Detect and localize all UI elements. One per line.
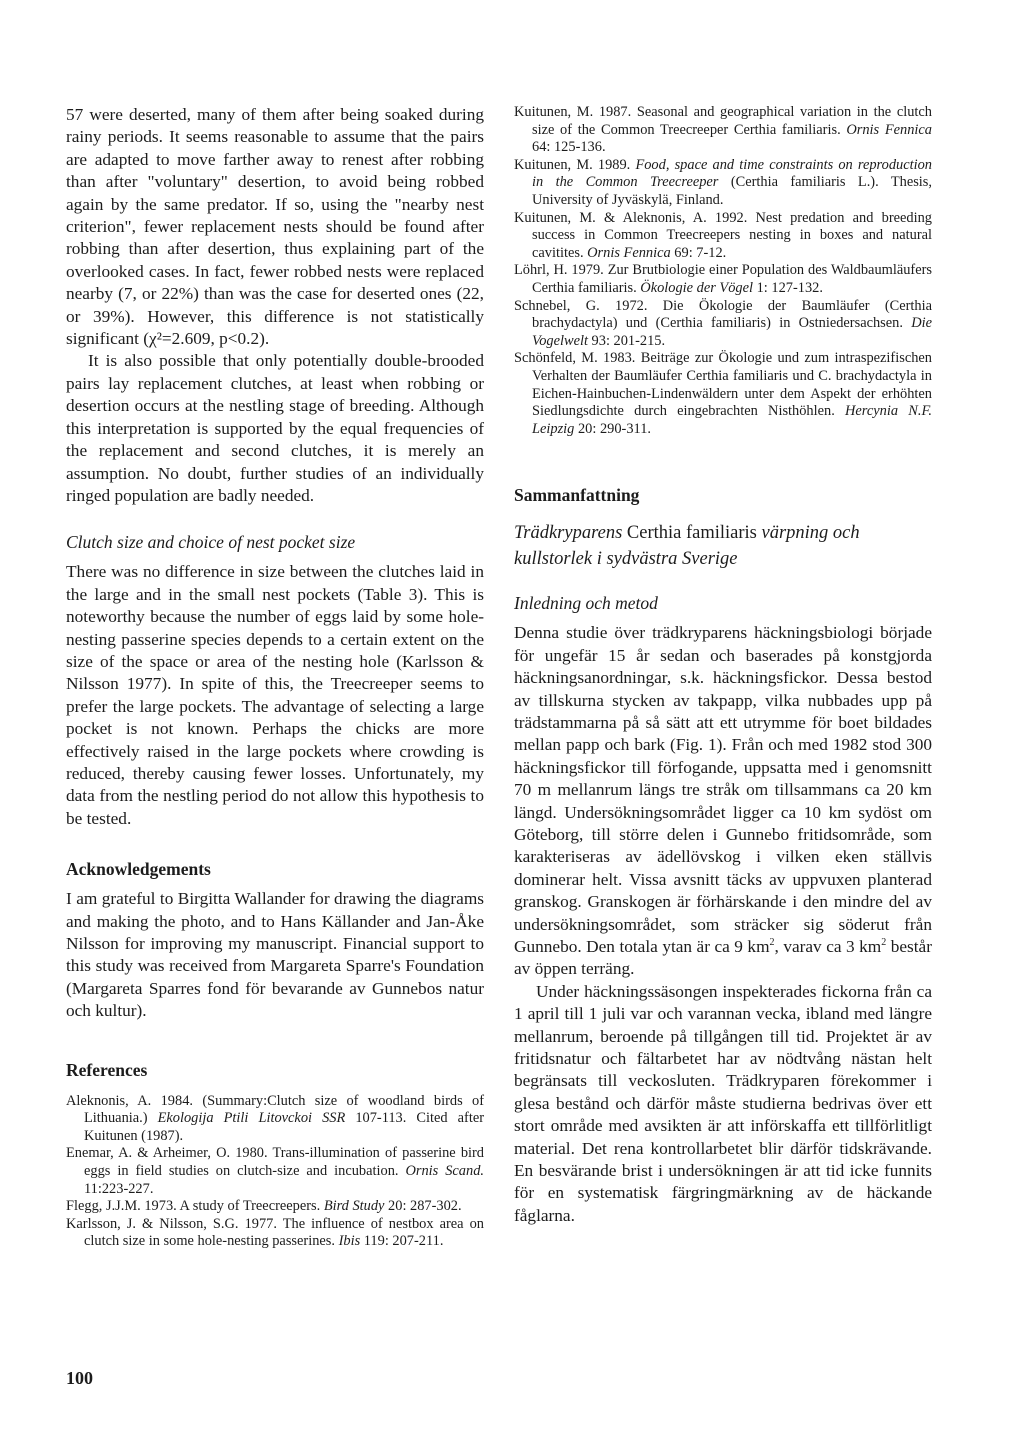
reference-item: Karlsson, J. & Nilsson, S.G. 1977. The influence of nestbox area on clutch size in some hole-nesting passerines. Ibis 119: 207-211. xyxy=(66,1215,484,1250)
reference-list-continued xyxy=(514,104,932,438)
section-heading-clutch: Clutch size and choice of nest pocket size xyxy=(66,532,356,553)
section-heading-acknowledgements: Acknowledgements xyxy=(66,859,211,880)
left-column xyxy=(66,104,484,1251)
paragraph: Under häckningssäsongen inspekterades fickorna från ca 1 april till 1 juli var och varannan vecka, ibland med längre mellanrum, beroende på tillgången till tid. Projektet är av fritidsnatur och fältarbetet har av nödtvång nästan helt begränsats till veckosluten. Trädkryparen förekommer i glesa bestånd och därför måste studierna bedrivas över ett stort område med avsikten är att införskaffa ett tillförlitligt material. Det rena kontrollarbetet blir därför tidskrävande. En besvärande brist i undersökningen är att tid icke funnits för en systematisk färgringmärkning av de häckande fåglarna. xyxy=(514,981,932,1225)
reference-item: Löhrl, H. 1979. Zur Brutbiologie einer Population des Waldbaumläufers Certhia familiaris. Ökologie der Vögel 1: 127-132. xyxy=(514,262,932,296)
right-column xyxy=(514,104,932,1227)
paragraph: I am grateful to Birgitta Wallander for drawing the diagrams and making the photo, and to Hans Källander and Jan-Åke Nilsson for improving my manuscript. Financial support to this study was received from Margareta Sparre's Foundation (Margareta Sparres fond för bevarande av Gunnebos natur och kultur). xyxy=(66,889,484,1021)
reference-item: Enemar, A. & Arheimer, O. 1980. Trans-illumination of passerine bird eggs in field studies on clutch-size and incubation. Ornis Scand. 11:223-227. xyxy=(66,1145,484,1197)
reference-item: Flegg, J.J.M. 1973. A study of Treecreepers. Bird Study 20: 287-302. xyxy=(66,1198,462,1215)
reference-list xyxy=(66,1093,484,1251)
reference-item: Aleknonis, A. 1984. (Summary:Clutch size of woodland birds of Lithuania.) Ekologija Ptili Litovckoi SSR 107-113. Cited after Kuitunen (1987). xyxy=(66,1092,485,1144)
reference-item: Schönfeld, M. 1983. Beiträge zur Ökologie und zum intraspezifischen Verhalten der Baumläufer Certhia familiaris und C. brachydactyla in Eichen-Hainbuchen-Lindenwäldern unter dem Aspekt der erhöhten Siedlungsdichte durch eingebrachten Nisthöhlen. Hercynia N.F. Leipzig 20: 290-311. xyxy=(514,350,932,437)
summary-title: Trädkryparens Certhia familiaris värpning och kullstorlek i sydvästra Sverige xyxy=(514,523,860,570)
reference-item: Kuitunen, M. 1989. Food, space and time constraints on reproduction in the Common Treecreeper (Certhia familiaris L.). Thesis, University of Jyväskylä, Finland. xyxy=(514,156,933,208)
section-heading-references: References xyxy=(66,1059,148,1080)
page-number: 100 xyxy=(66,1368,93,1388)
section-heading-sammanfattning: Sammanfattning xyxy=(514,485,640,506)
paragraph: Denna studie över trädkryparens häckningsbiologi började för ungefär 15 år sedan och baserades på konstgjorda häckningsanordningar, s.k. häckningsfickor. Dessa bestod av tillskurna stycken av takpapp, vilka nubbades upp på trädstammarna på så sätt att ett utrymme för boet bildades mellan papp och bark (Fig. 1). Från och med 1982 stod 300 häckningsfickor till förfogande, uppsatta med i genomsnitt 70 m mellanrum längs tre stråk om tillsammans ca 20 km längd. Undersökningsområdet ligger ca 10 km sydöst om Göteborg, till större delen i Gunnebo fritidsområde, som karakteriseras av ädellövskog i vilken eken ställvis dominerar helt. Vissa avsnitt täcks av uppvuxen planterad granskog. Granskogen är förhärskande i den mindre del av undersökningsområdet, som sträcker sig söderut från Gunnebo. Den totala ytan är ca 9 $km^2$, varav ca 3 $km^2$ består av öppen terräng. xyxy=(514,623,932,979)
reference-item: Kuitunen, M. & Aleknonis, A. 1992. Nest predation and breeding success in Common Treecreepers nesting in boxes and natural cavitites. Ornis Fennica 69: 7-12. xyxy=(514,209,932,261)
reference-item: Schnebel, G. 1972. Die Ökologie der Baumläufer (Certhia brachydactyla) und (Certhia familiaris) in Ostniedersachsen. Die Vogelwelt 93: 201-215. xyxy=(514,297,932,349)
reference-item: Kuitunen, M. 1987. Seasonal and geographical variation in the clutch size of the Common Treecreeper Certhia familiaris. Ornis Fennica 64: 125-136. xyxy=(514,104,932,156)
paragraph: There was no difference in size between the clutches laid in the large and in the small nest pockets (Table 3). This is noteworthy because the number of eggs laid by some hole-nesting passerine species depends to a certain extent on the size of the space or area of the nesting hole (Karlsson & Nilsson 1977). In spite of this, the Treecreeper seems to prefer the large pockets. The advantage of selecting a large pocket is not known. Perhaps the chicks are more effectively raised in the large pockets where crowding is reduced, thereby causing fewer losses. Unfortunately, my data from the nestling period do not allow this hypothesis to be tested. xyxy=(66,562,484,828)
paragraph: 57 were deserted, many of them after being soaked during rainy periods. It seems reasonable to assume that the pairs are adapted to move farther away to renest after robbing than after "voluntary" desertion, to avoid being robbed again by the same predator. If so, using the "nearby nest criterion", fewer replacement nests should be found after robbing than after desertion, thus explaining part of the overlooked cases. In fact, fewer robbed nests were replaced nearby (7, or 22%) than was the case for deserted ones (22, or 39%). However, this difference is not statistically significant (χ²=2.609, p<0.2). xyxy=(66,105,484,349)
section-heading-inledning: Inledning och metod xyxy=(514,593,658,614)
paragraph: It is also possible that only potentially double-brooded pairs lay replacement clutches, at least when robbing or desertion occurs at the nestling stage of breeding. Although this interpretation is supported by the equal frequencies of the replacement and second clutches, it is merely an assumption. No doubt, further studies of an individually ringed population are badly needed. xyxy=(66,351,484,505)
